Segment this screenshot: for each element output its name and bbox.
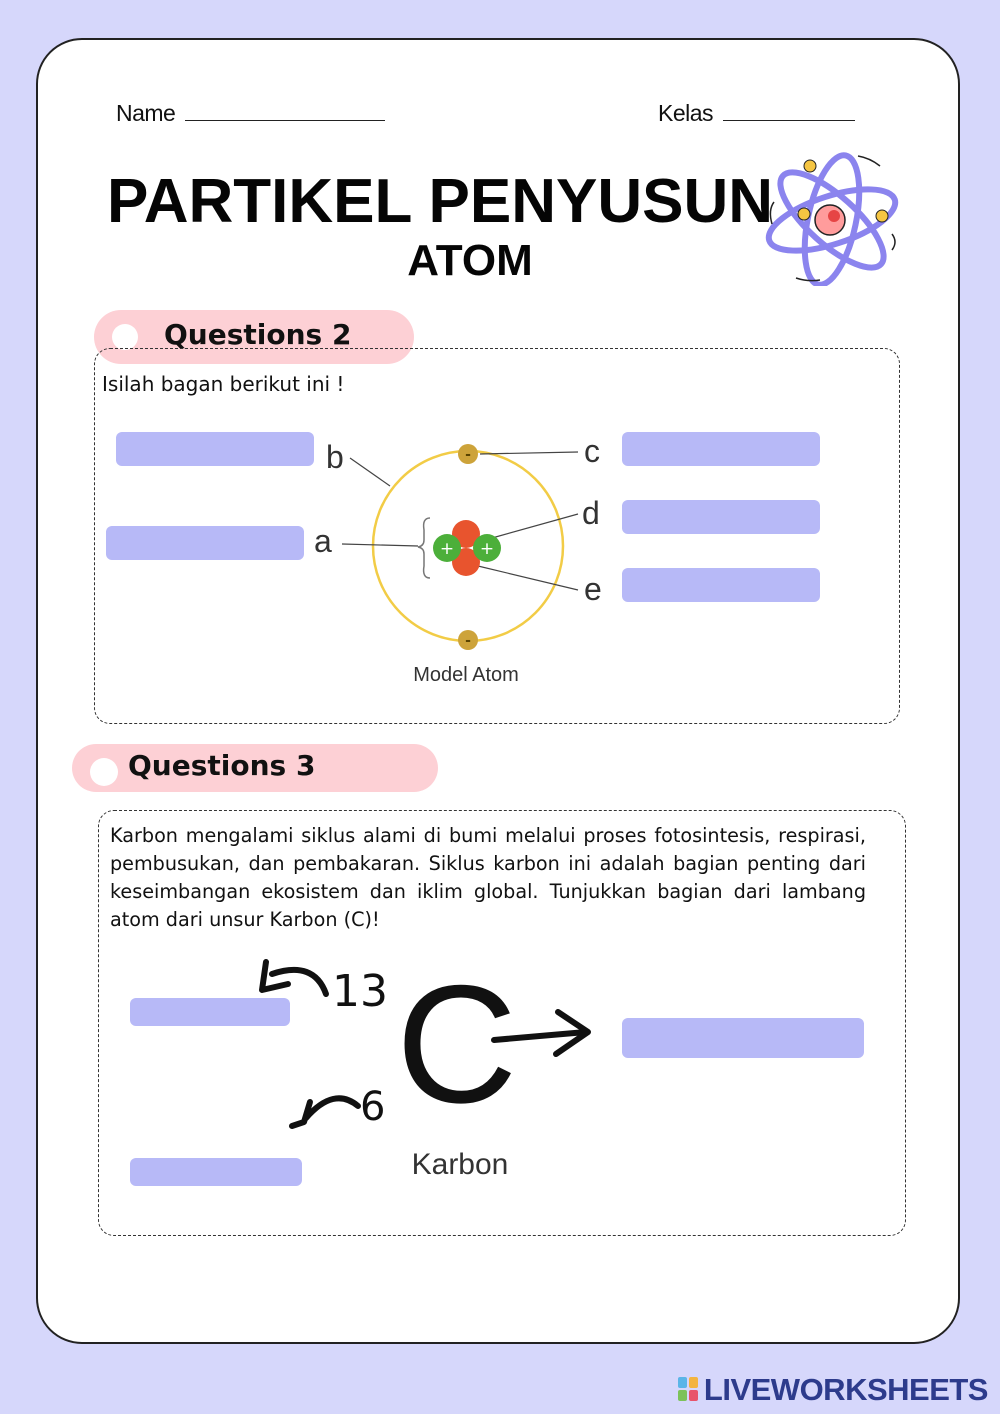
atom-logo-icon [760,150,910,286]
bullet-dot [112,324,138,350]
title-line-1: PARTIKEL PENYUSUN [106,167,773,236]
answer-blank-e[interactable] [622,568,820,602]
class-line[interactable] [723,102,855,121]
electron-sign: - [465,447,471,463]
question-3-paragraph: Karbon mengalami siklus alami di bumi melalui proses fotosintesis, respirasi, pembusukan, dan pembakaran. Siklus karbon ini adalah bagian penting dari keseimbangan ekosistem dan iklim global. Tunjukkan bagian dari lambang atom dari unsur Karbon (C)! [110,824,866,931]
answer-blank-b[interactable] [116,432,314,466]
class-label: Kelas [658,100,714,126]
carbon-symbol-diagram [250,950,610,1190]
bullet-dot [90,758,118,786]
answer-blank-symbol[interactable] [622,1018,864,1058]
curved-arrow-icon [272,970,326,994]
atom-model-diagram [300,426,640,696]
answer-blank-c[interactable] [622,432,820,466]
curved-arrow-icon [306,1098,358,1118]
label-d: d [582,495,600,531]
name-field [116,100,385,127]
element-symbol: C [396,950,518,1138]
diagram-caption: Model Atom [413,664,519,686]
title-line-2: ATOM [407,236,533,285]
label-c: c [584,433,600,469]
name-line[interactable] [185,102,385,121]
answer-blank-d[interactable] [622,500,820,534]
question-2-instruction: Isilah bagan berikut ini ! [102,372,345,396]
label-b: b [326,439,344,475]
brand-text: LIVEWORKSHEETS [703,1372,988,1407]
proton-sign: + [439,539,455,559]
liveworksheets-brand [678,1372,988,1408]
question-3-title: Questions 3 [128,749,316,782]
question-2-title: Questions 2 [164,318,352,351]
label-a: a [314,523,332,559]
class-field [658,100,855,127]
question-3-heading [72,744,438,792]
nucleus-brace [418,518,430,578]
proton-sign: + [479,539,495,559]
name-label: Name [116,100,176,126]
element-name: Karbon [411,1148,509,1181]
electron-sign: - [465,633,471,649]
mass-number: 13 [332,966,388,1017]
answer-blank-a[interactable] [106,526,304,560]
liveworksheets-logo-icon [678,1377,700,1403]
atomic-number: 6 [360,1084,386,1130]
label-e: e [584,571,602,607]
